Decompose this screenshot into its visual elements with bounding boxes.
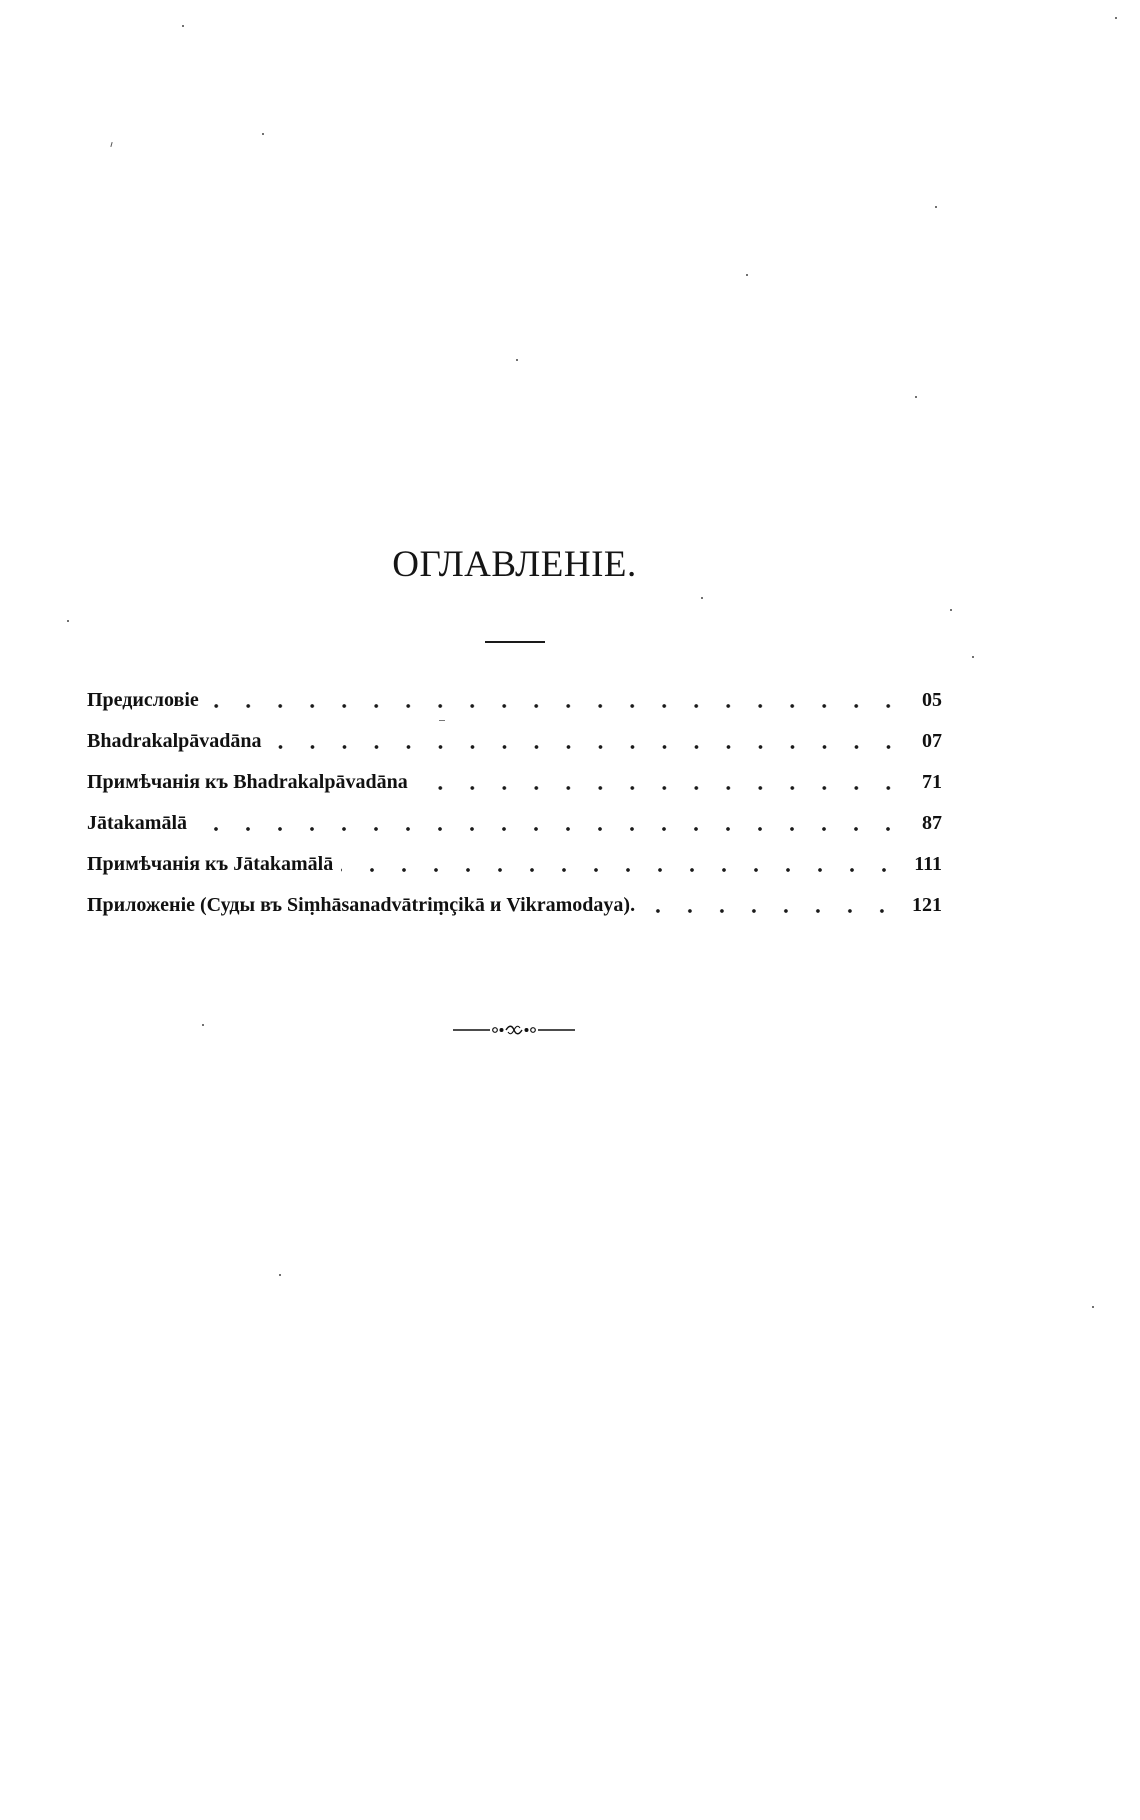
speck (972, 656, 974, 658)
speck (935, 206, 937, 208)
toc-entry-title: Bhadrakalpāvadāna (87, 730, 262, 752)
speck (202, 1024, 204, 1026)
toc-entry-title: Примѣчанія къ Jātakamālā (87, 853, 334, 875)
page-number: 71 (922, 771, 942, 793)
speck (950, 609, 952, 611)
speck (110, 142, 112, 147)
page-number: 121 (912, 894, 942, 916)
toc-entry-title: Примѣчанія къ Bhadrakalpāvadāna (87, 771, 408, 793)
speck (262, 133, 264, 135)
toc-entry (87, 885, 942, 926)
speck (701, 597, 703, 599)
toc-entry (87, 721, 942, 762)
toc-entry-title: Предисловіе (87, 689, 199, 711)
speck (1092, 1306, 1094, 1308)
toc-entry (87, 680, 942, 721)
ornamental-divider-icon (453, 1023, 575, 1037)
speck (67, 620, 69, 622)
dot-leader (207, 680, 908, 721)
dot-leader (341, 844, 904, 885)
speck (746, 274, 748, 276)
speck (516, 359, 518, 361)
dot-leader (416, 762, 908, 803)
page-title: ОГЛАВЛЕНІЕ. (392, 544, 637, 585)
dot-leader (270, 721, 908, 762)
dot-leader (643, 885, 902, 926)
page-number: 07 (922, 730, 942, 752)
toc-entry-title: Приложеніе (Суды въ Siṃhāsanadvātriṃçikā и Vikramodaya). (87, 894, 636, 916)
page-number: 111 (914, 853, 942, 875)
toc-entry (87, 844, 942, 885)
speck (279, 1274, 281, 1276)
page-number: 05 (922, 689, 942, 711)
speck (915, 396, 917, 398)
page-number: 87 (922, 812, 942, 834)
speck (1115, 17, 1117, 19)
table-of-contents (87, 680, 942, 926)
dot-leader (195, 803, 908, 844)
title-rule (485, 641, 545, 643)
speck (182, 25, 184, 27)
toc-entry (87, 803, 942, 844)
toc-entry-title: Jātakamālā (87, 812, 187, 834)
toc-entry (87, 762, 942, 803)
